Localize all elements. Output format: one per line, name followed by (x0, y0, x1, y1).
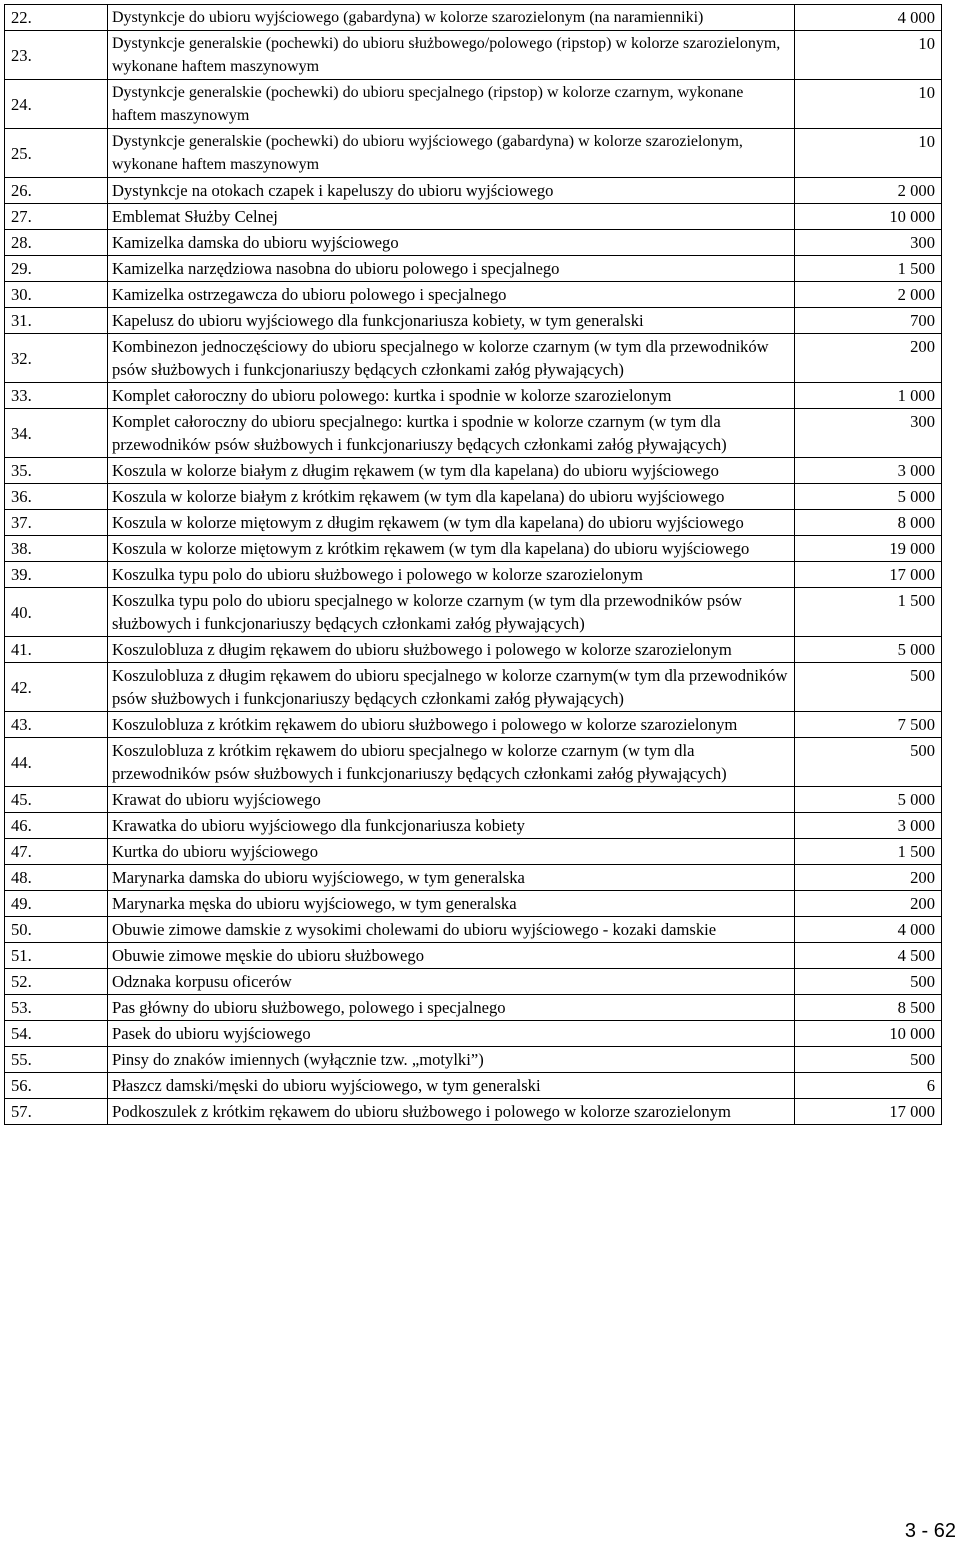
row-number: 41. (5, 637, 108, 663)
item-quantity: 200 (795, 334, 942, 383)
item-description: Kamizelka ostrzegawcza do ubioru polowego i specjalnego (108, 282, 795, 308)
item-description: Pinsy do znaków imiennych (wyłącznie tzw. „motylki”) (108, 1047, 795, 1073)
table-row (5, 637, 942, 663)
row-number: 39. (5, 562, 108, 588)
row-number: 29. (5, 256, 108, 282)
item-description: Koszula w kolorze miętowym z długim rękawem (w tym dla kapelana) do ubioru wyjściowego (108, 510, 795, 536)
item-quantity: 3 000 (795, 458, 942, 484)
item-quantity: 10 (795, 129, 942, 178)
row-number: 42. (5, 663, 108, 712)
item-description: Krawatka do ubioru wyjściowego dla funkcjonariusza kobiety (108, 813, 795, 839)
table-row (5, 256, 942, 282)
item-quantity: 1 000 (795, 383, 942, 409)
table-row (5, 588, 942, 637)
item-quantity: 200 (795, 865, 942, 891)
table-row (5, 484, 942, 510)
row-number: 52. (5, 969, 108, 995)
table-row (5, 839, 942, 865)
item-quantity: 8 000 (795, 510, 942, 536)
item-description: Emblemat Służby Celnej (108, 204, 795, 230)
item-description: Obuwie zimowe męskie do ubioru służbowego (108, 943, 795, 969)
table-row (5, 995, 942, 1021)
row-number: 50. (5, 917, 108, 943)
item-quantity: 300 (795, 409, 942, 458)
table-row (5, 409, 942, 458)
item-description: Koszulobluza z krótkim rękawem do ubioru służbowego i polowego w kolorze szarozielonym (108, 712, 795, 738)
item-description: Obuwie zimowe damskie z wysokimi cholewami do ubioru wyjściowego - kozaki damskie (108, 917, 795, 943)
table-row (5, 663, 942, 712)
item-description: Koszulobluza z długim rękawem do ubioru służbowego i polowego w kolorze szarozielonym (108, 637, 795, 663)
item-quantity: 500 (795, 1047, 942, 1073)
row-number: 44. (5, 738, 108, 787)
item-description: Pasek do ubioru wyjściowego (108, 1021, 795, 1047)
row-number: 45. (5, 787, 108, 813)
row-number: 22. (5, 5, 108, 31)
page-number: 3 - 62 (904, 1520, 956, 1542)
table-row (5, 5, 942, 31)
item-description: Komplet całoroczny do ubioru polowego: kurtka i spodnie w kolorze szarozielonym (108, 383, 795, 409)
table-row (5, 536, 942, 562)
item-quantity: 1 500 (795, 588, 942, 637)
table-row (5, 230, 942, 256)
table-row (5, 510, 942, 536)
table-row (5, 813, 942, 839)
item-description: Koszulka typu polo do ubioru specjalnego w kolorze czarnym (w tym dla przewodników psów służbowych i funkcjonariuszy będących członkami załóg pływających) (108, 588, 795, 637)
item-quantity: 1 500 (795, 256, 942, 282)
item-quantity: 6 (795, 1073, 942, 1099)
item-description: Koszula w kolorze białym z krótkim rękawem (w tym dla kapelana) do ubioru wyjściowego (108, 484, 795, 510)
row-number: 56. (5, 1073, 108, 1099)
item-quantity: 500 (795, 969, 942, 995)
table-row (5, 308, 942, 334)
item-quantity: 5 000 (795, 484, 942, 510)
table-row (5, 1047, 942, 1073)
item-description: Dystynkcje na otokach czapek i kapeluszy do ubioru wyjściowego (108, 178, 795, 204)
item-description: Dystynkcje generalskie (pochewki) do ubioru służbowego/polowego (ripstop) w kolorze szarozielonym, wykonane haftem maszynowym (108, 31, 795, 80)
table-row (5, 738, 942, 787)
item-description: Krawat do ubioru wyjściowego (108, 787, 795, 813)
item-quantity: 5 000 (795, 637, 942, 663)
item-description: Odznaka korpusu oficerów (108, 969, 795, 995)
item-quantity: 4 500 (795, 943, 942, 969)
row-number: 54. (5, 1021, 108, 1047)
row-number: 38. (5, 536, 108, 562)
table-row (5, 1021, 942, 1047)
row-number: 25. (5, 129, 108, 178)
item-description: Koszulobluza z krótkim rękawem do ubioru specjalnego w kolorze czarnym (w tym dla przewodników psów służbowych i funkcjonariuszy będących członkami załóg pływających) (108, 738, 795, 787)
row-number: 32. (5, 334, 108, 383)
item-quantity: 500 (795, 663, 942, 712)
item-description: Dystynkcje do ubioru wyjściowego (gabardyna) w kolorze szarozielonym (na naramienniki) (108, 5, 795, 31)
table-row (5, 383, 942, 409)
table-row (5, 891, 942, 917)
row-number: 33. (5, 383, 108, 409)
item-description: Kurtka do ubioru wyjściowego (108, 839, 795, 865)
item-quantity: 10 000 (795, 1021, 942, 1047)
table-row (5, 178, 942, 204)
table-row (5, 787, 942, 813)
item-description: Kamizelka narzędziowa nasobna do ubioru polowego i specjalnego (108, 256, 795, 282)
row-number: 27. (5, 204, 108, 230)
row-number: 35. (5, 458, 108, 484)
row-number: 37. (5, 510, 108, 536)
row-number: 40. (5, 588, 108, 637)
item-description: Koszulka typu polo do ubioru służbowego i polowego w kolorze szarozielonym (108, 562, 795, 588)
item-quantity: 500 (795, 738, 942, 787)
item-quantity: 4 000 (795, 917, 942, 943)
item-quantity: 5 000 (795, 787, 942, 813)
item-description: Dystynkcje generalskie (pochewki) do ubioru specjalnego (ripstop) w kolorze czarnym, wykonane haftem maszynowym (108, 80, 795, 129)
row-number: 34. (5, 409, 108, 458)
table-row (5, 80, 942, 129)
table-row (5, 917, 942, 943)
item-quantity: 10 000 (795, 204, 942, 230)
item-description: Kombinezon jednoczęściowy do ubioru specjalnego w kolorze czarnym (w tym dla przewodników psów służbowych i funkcjonariuszy będących członkami załóg pływających) (108, 334, 795, 383)
table-row (5, 712, 942, 738)
row-number: 31. (5, 308, 108, 334)
item-quantity: 700 (795, 308, 942, 334)
table-body (5, 5, 942, 1125)
row-number: 43. (5, 712, 108, 738)
item-description: Dystynkcje generalskie (pochewki) do ubioru wyjściowego (gabardyna) w kolorze szarozielonym, wykonane haftem maszynowym (108, 129, 795, 178)
item-quantity: 300 (795, 230, 942, 256)
item-description: Koszulobluza z długim rękawem do ubioru specjalnego w kolorze czarnym(w tym dla przewodników psów służbowych i funkcjonariuszy będących członkami załóg pływających) (108, 663, 795, 712)
table-row (5, 562, 942, 588)
row-number: 28. (5, 230, 108, 256)
item-quantity: 19 000 (795, 536, 942, 562)
item-quantity: 8 500 (795, 995, 942, 1021)
item-description: Marynarka męska do ubioru wyjściowego, w tym generalska (108, 891, 795, 917)
item-quantity: 2 000 (795, 282, 942, 308)
item-description: Podkoszulek z krótkim rękawem do ubioru służbowego i polowego w kolorze szarozielonym (108, 1099, 795, 1125)
item-description: Płaszcz damski/męski do ubioru wyjściowego, w tym generalski (108, 1073, 795, 1099)
item-description: Koszula w kolorze białym z długim rękawem (w tym dla kapelana) do ubioru wyjściowego (108, 458, 795, 484)
item-quantity: 10 (795, 80, 942, 129)
item-quantity: 17 000 (795, 1099, 942, 1125)
table-row (5, 865, 942, 891)
row-number: 49. (5, 891, 108, 917)
row-number: 57. (5, 1099, 108, 1125)
row-number: 48. (5, 865, 108, 891)
document-page (4, 4, 935, 1125)
table-row (5, 129, 942, 178)
item-quantity: 3 000 (795, 813, 942, 839)
item-description: Pas główny do ubioru służbowego, polowego i specjalnego (108, 995, 795, 1021)
item-description: Koszula w kolorze miętowym z krótkim rękawem (w tym dla kapelana) do ubioru wyjściowego (108, 536, 795, 562)
table-row (5, 31, 942, 80)
item-quantity: 4 000 (795, 5, 942, 31)
row-number: 26. (5, 178, 108, 204)
table-row (5, 334, 942, 383)
table-row (5, 204, 942, 230)
row-number: 51. (5, 943, 108, 969)
table-row (5, 282, 942, 308)
row-number: 24. (5, 80, 108, 129)
row-number: 30. (5, 282, 108, 308)
row-number: 55. (5, 1047, 108, 1073)
row-number: 23. (5, 31, 108, 80)
item-description: Kamizelka damska do ubioru wyjściowego (108, 230, 795, 256)
table-row (5, 943, 942, 969)
table-row (5, 1073, 942, 1099)
item-quantity: 200 (795, 891, 942, 917)
item-description: Komplet całoroczny do ubioru specjalnego: kurtka i spodnie w kolorze czarnym (w tym dla przewodników psów służbowych i funkcjonariuszy będących członkami załóg pływających) (108, 409, 795, 458)
row-number: 47. (5, 839, 108, 865)
table-row (5, 1099, 942, 1125)
item-description: Marynarka damska do ubioru wyjściowego, w tym generalska (108, 865, 795, 891)
table-row (5, 969, 942, 995)
item-quantity: 1 500 (795, 839, 942, 865)
item-quantity: 7 500 (795, 712, 942, 738)
item-description: Kapelusz do ubioru wyjściowego dla funkcjonariusza kobiety, w tym generalski (108, 308, 795, 334)
item-quantity: 17 000 (795, 562, 942, 588)
items-table (4, 4, 942, 1125)
row-number: 36. (5, 484, 108, 510)
table-row (5, 458, 942, 484)
item-quantity: 2 000 (795, 178, 942, 204)
row-number: 53. (5, 995, 108, 1021)
item-quantity: 10 (795, 31, 942, 80)
row-number: 46. (5, 813, 108, 839)
